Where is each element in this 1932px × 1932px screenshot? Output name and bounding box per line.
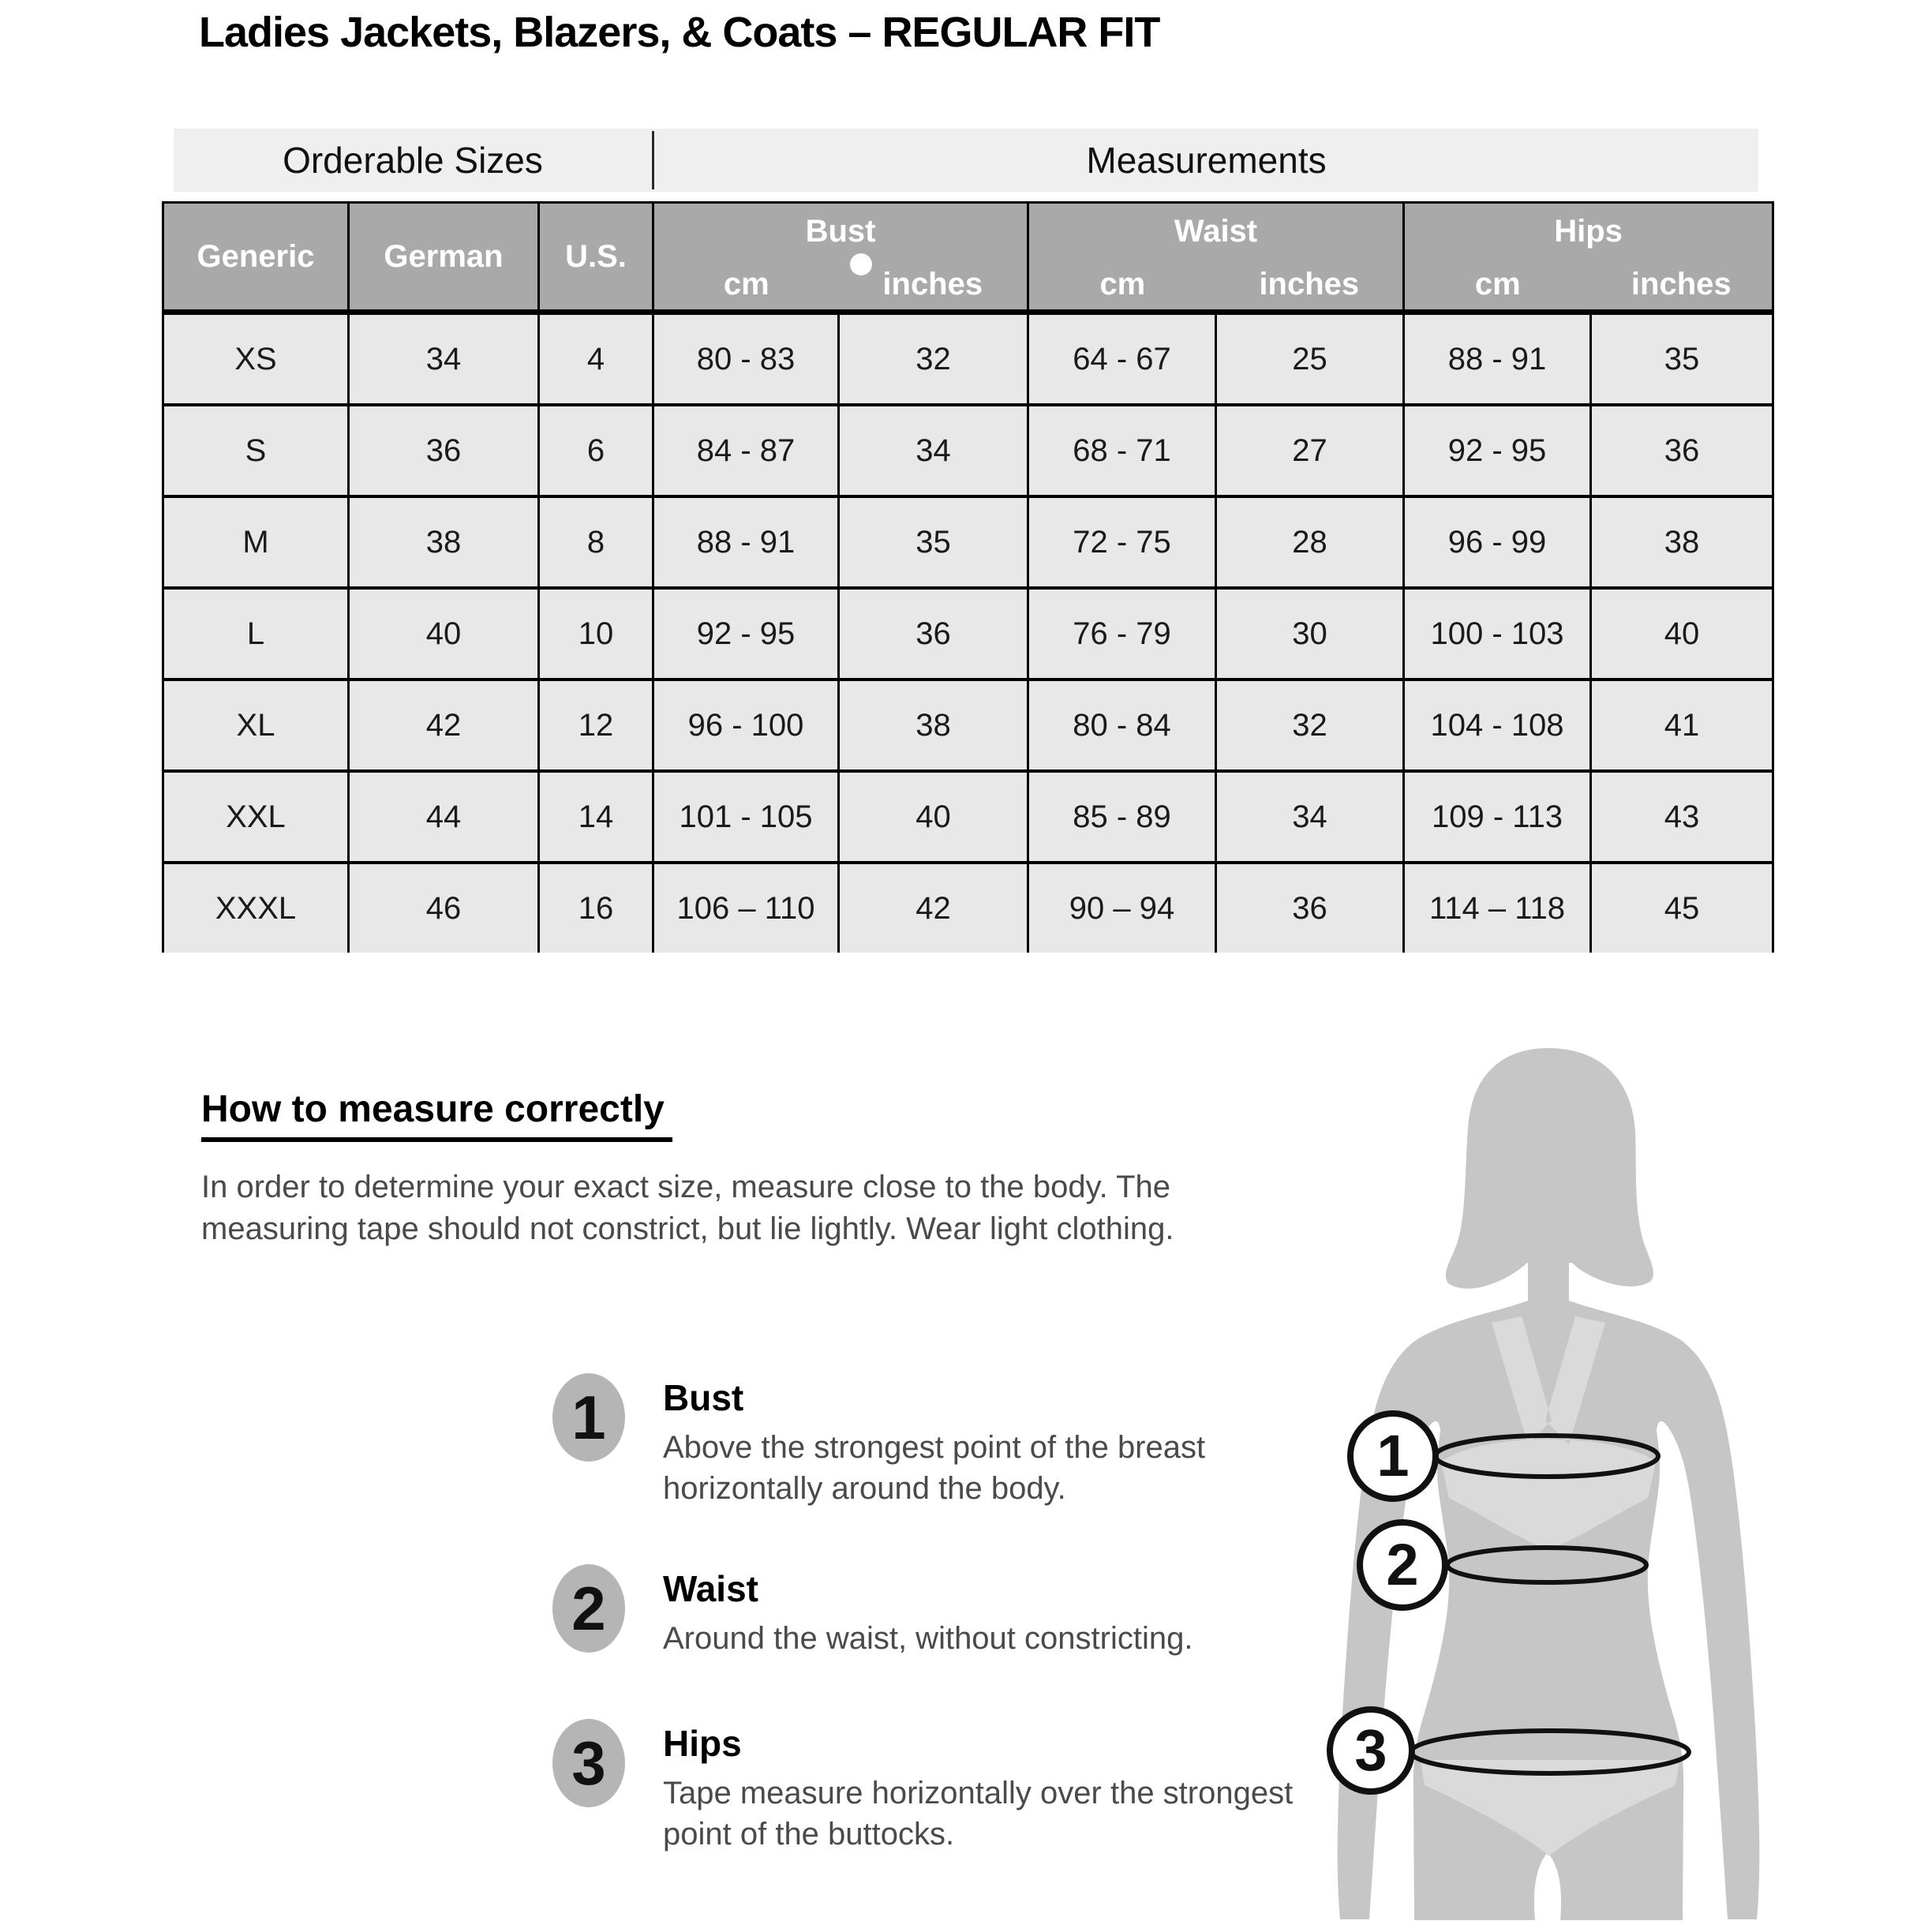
subheader-hips-inches: inches bbox=[1591, 259, 1773, 313]
table-cell: 40 bbox=[349, 588, 539, 680]
table-cell: 14 bbox=[539, 771, 653, 863]
step-1-badge: 1 bbox=[552, 1373, 625, 1462]
measure-item-text bbox=[663, 1564, 1318, 1659]
table-cell: 92 - 95 bbox=[1404, 405, 1591, 496]
table-cell: 27 bbox=[1216, 405, 1404, 496]
table-cell: 8 bbox=[539, 496, 653, 588]
bust-description: Above the strongest point of the breast horizontally around the body. bbox=[663, 1430, 1206, 1506]
table-cell: 36 bbox=[349, 405, 539, 496]
howto-heading: How to measure correctly bbox=[201, 1088, 672, 1142]
bust-header-bullet-dot bbox=[850, 253, 872, 275]
table-cell: 106 – 110 bbox=[653, 863, 839, 953]
body-silhouette-figure bbox=[1294, 1026, 1894, 1932]
table-cell: 32 bbox=[839, 313, 1028, 406]
table-cell: 36 bbox=[839, 588, 1028, 680]
table-top-band bbox=[174, 129, 1758, 192]
table-cell: 38 bbox=[349, 496, 539, 588]
table-cell: 84 - 87 bbox=[653, 405, 839, 496]
table-row bbox=[163, 588, 1773, 680]
table-cell: 88 - 91 bbox=[653, 496, 839, 588]
ring-3-number: 3 bbox=[1354, 1717, 1387, 1783]
table-cell: 45 bbox=[1591, 863, 1773, 953]
table-cell: 68 - 71 bbox=[1028, 405, 1216, 496]
hips-description: Tape measure horizontally over the strongest point of the buttocks. bbox=[663, 1776, 1294, 1852]
bust-label: Bust bbox=[663, 1377, 744, 1418]
table-cell: 80 - 84 bbox=[1028, 680, 1216, 771]
table-cell: L bbox=[163, 588, 349, 680]
subheader-waist-cm: cm bbox=[1028, 259, 1216, 313]
subheader-bust-cm: cm bbox=[653, 259, 839, 313]
table-cell: 109 - 113 bbox=[1404, 771, 1591, 863]
table-row bbox=[163, 863, 1773, 953]
table-cell: 72 - 75 bbox=[1028, 496, 1216, 588]
table-cell: 34 bbox=[839, 405, 1028, 496]
table-cell: 4 bbox=[539, 313, 653, 406]
table-cell: 34 bbox=[1216, 771, 1404, 863]
table-cell: S bbox=[163, 405, 349, 496]
measure-item-hips bbox=[552, 1719, 1318, 1855]
table-cell: 114 – 118 bbox=[1404, 863, 1591, 953]
subheader-hips-cm: cm bbox=[1404, 259, 1591, 313]
table-cell: 10 bbox=[539, 588, 653, 680]
table-cell: 96 - 99 bbox=[1404, 496, 1591, 588]
table-cell: 90 – 94 bbox=[1028, 863, 1216, 953]
table-cell: 34 bbox=[349, 313, 539, 406]
hips-label: Hips bbox=[663, 1723, 742, 1764]
table-cell: 16 bbox=[539, 863, 653, 953]
measurements-header: Measurements bbox=[1086, 140, 1327, 181]
ring-2-number: 2 bbox=[1386, 1532, 1419, 1597]
table-cell: XXL bbox=[163, 771, 349, 863]
step-2-badge: 2 bbox=[552, 1564, 625, 1653]
col-header-us: U.S. bbox=[539, 203, 653, 313]
col-group-waist: Waist bbox=[1028, 203, 1404, 260]
subheader-bust-inches: inches bbox=[839, 259, 1028, 313]
size-table bbox=[162, 201, 1774, 953]
table-cell: 38 bbox=[1591, 496, 1773, 588]
table-cell: 35 bbox=[1591, 313, 1773, 406]
table-cell: 88 - 91 bbox=[1404, 313, 1591, 406]
table-cell: 96 - 100 bbox=[653, 680, 839, 771]
table-cell: 6 bbox=[539, 405, 653, 496]
table-cell: 101 - 105 bbox=[653, 771, 839, 863]
table-cell: 44 bbox=[349, 771, 539, 863]
table-cell: 42 bbox=[349, 680, 539, 771]
table-cell: 40 bbox=[1591, 588, 1773, 680]
table-cell: 30 bbox=[1216, 588, 1404, 680]
table-cell: 76 - 79 bbox=[1028, 588, 1216, 680]
step-3-badge: 3 bbox=[552, 1719, 625, 1807]
table-cell: 64 - 67 bbox=[1028, 313, 1216, 406]
table-cell: 43 bbox=[1591, 771, 1773, 863]
table-cell: XXXL bbox=[163, 863, 349, 953]
measure-intro: In order to determine your exact size, measure close to the body. The measuring tape should not constrict, but lie lightly. Wear light clothing. bbox=[201, 1170, 1174, 1247]
table-cell: 80 - 83 bbox=[653, 313, 839, 406]
col-group-bust: Bust bbox=[653, 203, 1028, 260]
waist-description: Around the waist, without constricting. bbox=[663, 1621, 1193, 1656]
size-table-wrap bbox=[162, 201, 1772, 953]
ring-1-number: 1 bbox=[1376, 1423, 1410, 1488]
col-header-generic: Generic bbox=[163, 203, 349, 313]
table-cell: 36 bbox=[1216, 863, 1404, 953]
table-cell: 28 bbox=[1216, 496, 1404, 588]
col-header-german: German bbox=[349, 203, 539, 313]
orderable-sizes-header: Orderable Sizes bbox=[174, 131, 654, 189]
table-cell: XS bbox=[163, 313, 349, 406]
table-cell: 40 bbox=[839, 771, 1028, 863]
table-cell: 100 - 103 bbox=[1404, 588, 1591, 680]
col-group-hips: Hips bbox=[1404, 203, 1773, 260]
table-row bbox=[163, 405, 1773, 496]
table-cell: 12 bbox=[539, 680, 653, 771]
table-cell: 85 - 89 bbox=[1028, 771, 1216, 863]
subheader-waist-inches: inches bbox=[1216, 259, 1404, 313]
measure-item-text bbox=[663, 1719, 1318, 1855]
table-cell: 38 bbox=[839, 680, 1028, 771]
table-cell: 25 bbox=[1216, 313, 1404, 406]
page-title: Ladies Jackets, Blazers, & Coats – REGULAR FIT bbox=[199, 9, 1160, 56]
table-cell: M bbox=[163, 496, 349, 588]
table-cell: 92 - 95 bbox=[653, 588, 839, 680]
table-cell: 36 bbox=[1591, 405, 1773, 496]
measure-item-text bbox=[663, 1373, 1318, 1509]
table-cell: 35 bbox=[839, 496, 1028, 588]
table-cell: 46 bbox=[349, 863, 539, 953]
table-cell: 104 - 108 bbox=[1404, 680, 1591, 771]
table-cell: 32 bbox=[1216, 680, 1404, 771]
measure-item-bust bbox=[552, 1373, 1318, 1509]
table-row bbox=[163, 313, 1773, 406]
hair bbox=[1446, 1048, 1653, 1289]
table-row bbox=[163, 771, 1773, 863]
table-cell: 41 bbox=[1591, 680, 1773, 771]
table-cell: XL bbox=[163, 680, 349, 771]
table-row bbox=[163, 680, 1773, 771]
measure-item-waist bbox=[552, 1564, 1318, 1659]
waist-label: Waist bbox=[663, 1568, 758, 1609]
table-cell: 42 bbox=[839, 863, 1028, 953]
table-row bbox=[163, 496, 1773, 588]
